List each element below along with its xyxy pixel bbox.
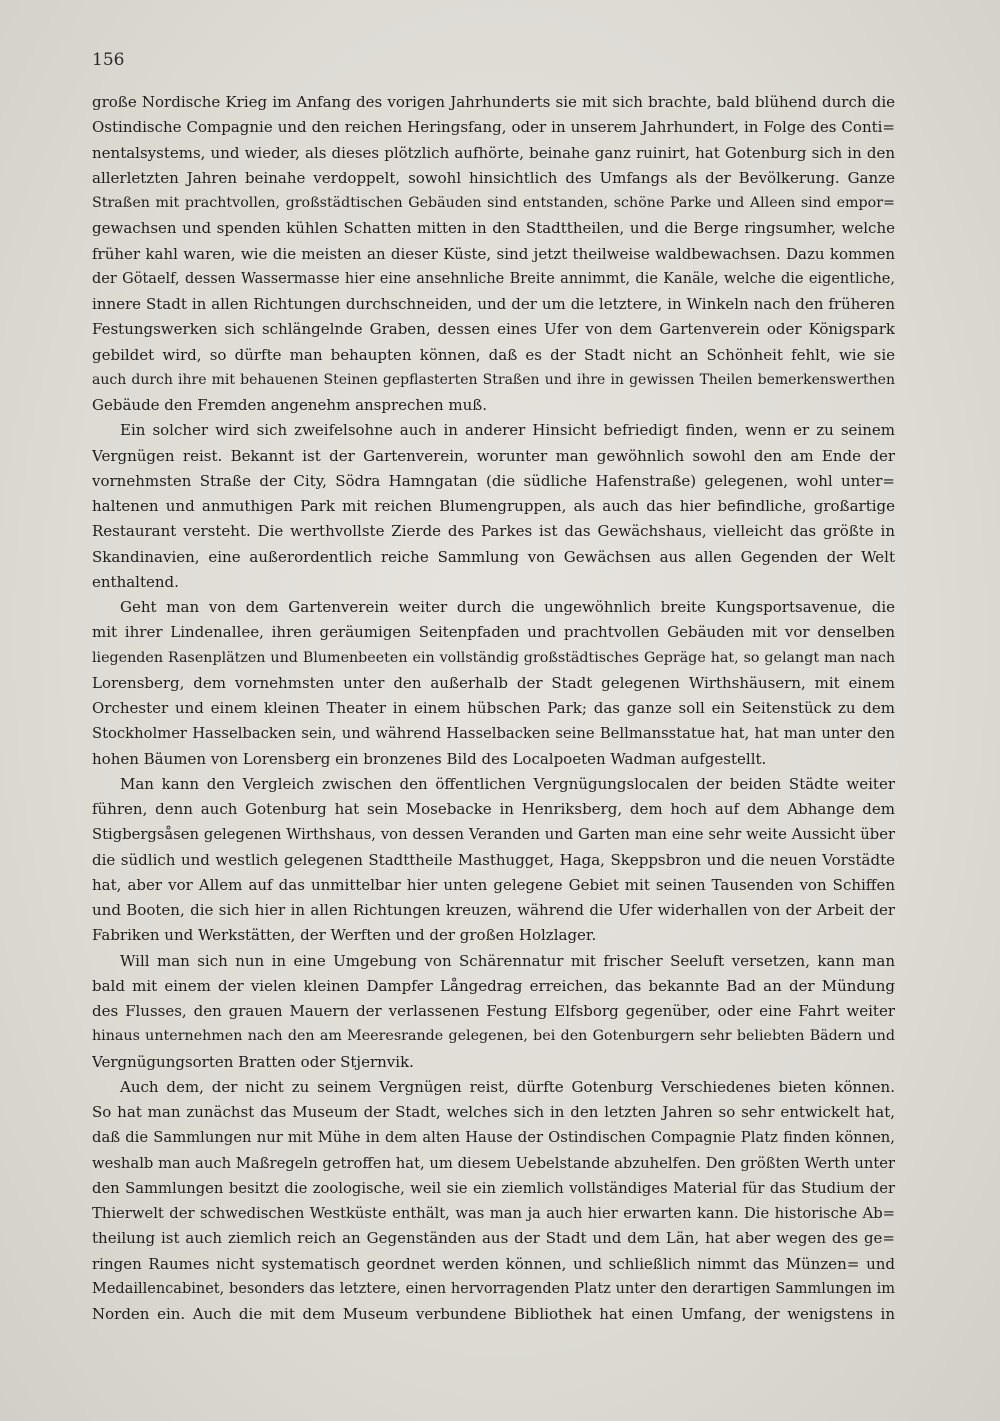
text-line: hohen Bäumen von Lorensberg ein bronzenes Bild des Localpoeten Wadman aufgestellt. bbox=[92, 749, 767, 768]
text-line: Auch dem, der nicht zu seinem Vergnügen reist, dürfte Gotenburg Verschiedenes bieten können. bbox=[120, 1077, 895, 1096]
text-line: liegenden Rasenplätzen und Blumenbeeten ein vollständig großstädtisches Gepräge hat, so gelangt man nach bbox=[92, 649, 895, 666]
text-line: Stigbergsåsen gelegenen Wirthshaus, von dessen Veranden und Garten man eine sehr weite Aussicht über bbox=[92, 826, 895, 844]
text-line: haltenen und anmuthigen Park mit reichen Blumengruppen, als auch das hier befindliche, großartige bbox=[92, 497, 895, 515]
text-line: Vergnügungsorten Bratten oder Stjernvik. bbox=[92, 1052, 414, 1071]
text-line: ringen Raumes nicht systematisch geordnet werden können, und schließlich nimmt das Münzen= und bbox=[92, 1254, 895, 1273]
text-line: Man kann den Vergleich zwischen den öffentlichen Vergnügungslocalen der beiden Städte weiter bbox=[120, 774, 895, 793]
text-line: weshalb man auch Maßregeln getroffen hat, um diesem Uebelstande abzuhelfen. Den größten Werth unter bbox=[92, 1154, 895, 1172]
page-number: 156 bbox=[92, 50, 125, 70]
text-line: den Sammlungen besitzt die zoologische, weil sie ein ziemlich vollständiges Material für das Studium der bbox=[92, 1179, 895, 1197]
text-line: und Booten, die sich hier in allen Richtungen kreuzen, während die Ufer widerhallen von der Arbeit der bbox=[92, 901, 895, 919]
text-line: früher kahl waren, wie die meisten an dieser Küste, sind jetzt theilweise waldbewachsen. Dazu kommen bbox=[92, 244, 895, 263]
text-line: Fabriken und Werkstätten, der Werften und der großen Holzlager. bbox=[92, 926, 597, 945]
text-line: Vergnügen reist. Bekannt ist der Gartenverein, worunter man gewöhnlich sowohl den am Ende der bbox=[92, 446, 895, 465]
text-line: Festungswerken sich schlängelnde Graben, dessen eines Ufer von dem Gartenverein oder Königspark bbox=[92, 320, 895, 339]
text-line: innere Stadt in allen Richtungen durchschneiden, und der um die letztere, in Winkeln nach den früheren bbox=[92, 295, 895, 313]
text-line: daß die Sammlungen nur mit Mühe in dem alten Hause der Ostindischen Compagnie Platz finden können, bbox=[92, 1129, 895, 1147]
text-line: So hat man zunächst das Museum der Stadt, welches sich in den letzten Jahren so sehr entwickelt hat, bbox=[92, 1103, 895, 1121]
text-line: allerletzten Jahren beinahe verdoppelt, sowohl hinsichtlich des Umfangs als der Bevölkerung. Ganze bbox=[92, 168, 895, 187]
text-line: nentalsystems, und wieder, als dieses plötzlich aufhörte, beinahe ganz ruinirt, hat Gotenburg sich in den bbox=[92, 143, 895, 162]
text-line: Stockholmer Hasselbacken sein, und während Hasselbacken seine Bellmansstatue hat, hat man unter den bbox=[92, 725, 895, 743]
text-line: der Götaelf, dessen Wassermasse hier eine ansehnliche Breite annimmt, die Kanäle, welche die eigentliche, bbox=[92, 270, 895, 287]
text-line: Straßen mit prachtvollen, großstädtischen Gebäuden sind entstanden, schöne Parke und Alleen sind empor= bbox=[92, 195, 895, 211]
text-line: hat, aber vor Allem auf das unmittelbar hier unten gelegene Gebiet mit seinen Tausenden von Schiffen bbox=[92, 875, 895, 894]
text-line: Ein solcher wird sich zweifelsohne auch in anderer Hinsicht befriedigt finden, wenn er zu seinem bbox=[120, 421, 895, 440]
text-line: enthaltend. bbox=[92, 572, 179, 591]
text-line: Norden ein. Auch die mit dem Museum verbundene Bibliothek hat einen Umfang, der wenigstens in bbox=[92, 1305, 895, 1323]
text-line: hinaus unternehmen nach den am Meeresrande gelegenen, bei den Gotenburgern sehr beliebten Bädern und bbox=[92, 1028, 895, 1045]
text-line: große Nordische Krieg im Anfang des vorigen Jahrhunderts sie mit sich brachte, bald blühend durch die bbox=[92, 93, 895, 111]
text-line: Medaillencabinet, besonders das letztere, einen hervorragenden Platz unter den derartigen Sammlungen im bbox=[92, 1280, 895, 1297]
text-line: Gebäude den Fremden angenehm ansprechen muß. bbox=[92, 396, 488, 414]
text-line: Geht man von dem Gartenverein weiter durch die ungewöhnlich breite Kungsportsavenue, die bbox=[120, 598, 895, 616]
text-line: Thierwelt der schwedischen Westküste enthält, was man ja auch hier erwarten kann. Die historische Ab= bbox=[92, 1205, 895, 1222]
text-line: Restaurant versteht. Die werthvollste Zierde des Parkes ist das Gewächshaus, vielleicht das größte in bbox=[92, 522, 895, 541]
text-line: theilung ist auch ziemlich reich an Gegenständen aus der Stadt und dem Län, hat aber wegen des ge= bbox=[92, 1229, 895, 1248]
text-line: vornehmsten Straße der City, Södra Hamngatan (die südliche Hafenstraße) gelegenen, wohl unter= bbox=[92, 471, 895, 490]
text-line: gebildet wird, so dürfte man behaupten können, daß es der Stadt nicht an Schönheit fehlt, wie sie bbox=[92, 345, 895, 364]
text-line: Orchester und einem kleinen Theater in einem hübschen Park; das ganze soll ein Seitenstück zu dem bbox=[92, 699, 895, 717]
text-line: gewachsen und spenden kühlen Schatten mitten in den Stadttheilen, und die Berge ringsumher, welche bbox=[92, 219, 895, 238]
text-line: die südlich und westlich gelegenen Stadttheile Masthugget, Haga, Skeppsbron und die neuen Vorstädte bbox=[92, 850, 895, 869]
text-line: mit ihrer Lindenallee, ihren geräumigen Seitenpfaden und prachtvollen Gebäuden mit vor denselben bbox=[92, 623, 895, 642]
text-line: Lorensberg, dem vornehmsten unter den außerhalb der Stadt gelegenen Wirthshäusern, mit einem bbox=[92, 673, 895, 692]
text-line: Will man sich nun in eine Umgebung von Schärennatur mit frischer Seeluft versetzen, kann man bbox=[120, 951, 895, 970]
text-line: führen, denn auch Gotenburg hat sein Mosebacke in Henriksberg, dem hoch auf dem Abhange dem bbox=[92, 800, 895, 818]
text-line: des Flusses, den grauen Mauern der verlassenen Festung Elfsborg gegenüber, oder eine Fahrt weiter bbox=[92, 1002, 895, 1020]
text-line: Skandinavien, eine außerordentlich reiche Sammlung von Gewächsen aus allen Gegenden der Welt bbox=[92, 547, 895, 566]
body-text bbox=[92, 90, 895, 1327]
text-line: bald mit einem der vielen kleinen Dampfer Långedrag erreichen, das bekannte Bad an der Mündung bbox=[92, 976, 895, 995]
text-line: Ostindische Compagnie und den reichen Heringsfang, oder in unserem Jahrhundert, in Folge des Conti= bbox=[92, 118, 895, 137]
text-line: auch durch ihre mit behauenen Steinen gepflasterten Straßen und ihre in gewissen Theilen bemerkenswerthen bbox=[92, 371, 895, 388]
